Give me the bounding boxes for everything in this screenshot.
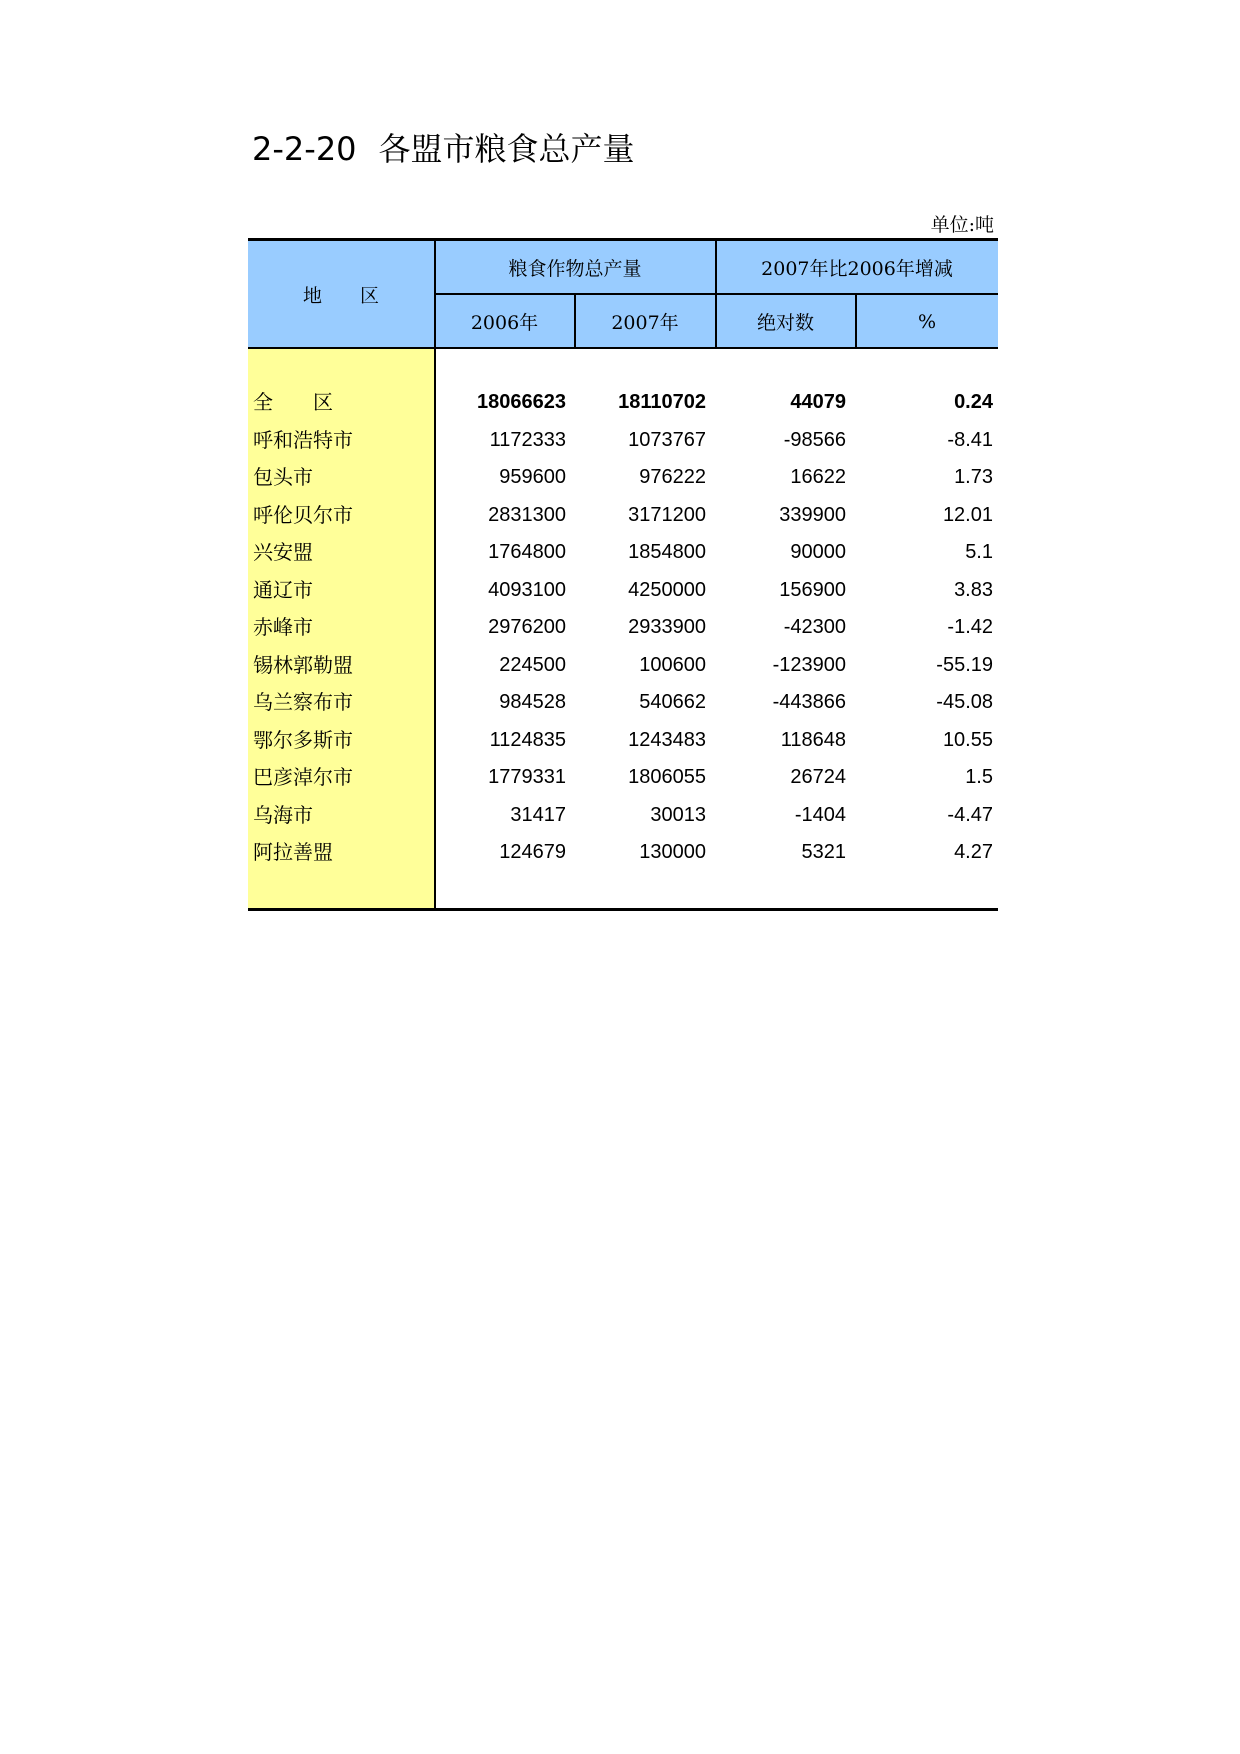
row-2006: 959600 [499,466,566,488]
table-row [248,797,998,834]
row-region: 兴安盟 [253,540,313,564]
row-region: 全 区 [253,390,333,414]
row-2007: 2933900 [628,616,706,638]
row-absolute: -98566 [783,428,846,451]
row-percent: -8.41 [947,428,993,451]
row-2007: 976222 [639,466,706,488]
header-absolute [716,295,855,348]
row-percent: -4.47 [947,803,993,826]
unit-label: 单位:吨 [930,214,994,236]
row-region: 呼伦贝尔市 [253,502,353,527]
row-absolute: 44079 [790,391,846,413]
row-absolute: 118648 [780,728,846,751]
row-percent: 12.01 [942,503,993,526]
row-2007: 1073767 [628,428,706,451]
header-group-change-label: 2007年比2006年增减 [761,258,953,280]
row-2007: 130000 [639,841,706,863]
row-percent: 3.83 [954,578,993,601]
row-absolute: 90000 [790,541,846,563]
row-2007: 100600 [639,653,706,676]
header-year-2007-label: 2007年 [611,312,679,334]
row-percent: 10.55 [942,728,993,751]
row-percent: -1.42 [947,616,993,638]
header-group-change [716,241,998,294]
row-region: 阿拉善盟 [253,840,333,864]
row-absolute: 339900 [779,503,846,526]
table-row [248,759,998,796]
row-percent: -55.19 [936,653,993,676]
row-2006: 4093100 [488,578,566,601]
row-2007: 1854800 [628,541,706,563]
row-absolute: -1404 [794,803,846,826]
row-region: 巴彦淖尔市 [253,765,353,789]
header-year-2007 [575,295,715,348]
row-2006: 2831300 [488,503,566,526]
row-2006: 1124835 [489,728,566,751]
header-year-2006 [435,295,574,348]
header-year-2006-label: 2006年 [470,312,539,334]
table-row [248,834,998,871]
table-row [248,722,998,759]
row-percent: 4.27 [954,841,993,863]
header-sub-divider-2 [855,294,857,348]
table-number: 2-2-20 [252,130,357,168]
row-2006: 124679 [499,841,566,863]
row-2007: 18110702 [618,391,706,413]
row-2006: 1172333 [489,428,566,451]
row-absolute: -123900 [772,653,846,676]
row-region: 乌海市 [253,802,313,827]
table-row [248,422,998,459]
header-mid-border [434,293,998,295]
row-region: 包头市 [253,465,313,489]
row-region: 赤峰市 [253,615,313,639]
row-2007: 3171200 [628,503,706,526]
row-absolute: -443866 [772,691,846,713]
row-2006: 2976200 [488,616,566,638]
row-absolute: 5321 [801,841,846,863]
header-group-total [435,241,715,294]
row-absolute: -42300 [783,616,846,638]
row-percent: 1.73 [954,466,993,488]
row-absolute: 156900 [779,578,846,601]
row-absolute: 26724 [790,766,846,788]
row-2006: 984528 [499,691,566,713]
header-group-total-label: 粮食作物总产量 [508,258,642,280]
table-row [248,647,998,684]
row-2006: 1764800 [488,541,566,563]
row-region: 乌兰察布市 [253,690,353,714]
table-row [248,497,998,534]
row-2006: 18066623 [477,391,566,413]
row-percent: 5.1 [965,541,993,563]
table-row [248,384,998,421]
data-table [248,238,998,912]
header-percent [856,295,998,348]
table-row [248,534,998,571]
row-percent: 0.24 [954,391,993,413]
row-2007: 30013 [650,803,706,826]
table-row [248,609,998,646]
header-absolute-label: 绝对数 [756,312,814,334]
header-group-divider [715,241,717,348]
row-percent: 1.5 [965,766,993,788]
table-bottom-border [248,908,998,911]
row-absolute: 16622 [790,466,846,488]
row-2006: 1779331 [488,766,566,788]
header-percent-label: % [917,310,937,333]
row-2007: 4250000 [628,578,706,601]
row-region: 呼和浩特市 [253,427,353,452]
header-sub-divider-1 [574,294,576,348]
row-2007: 1806055 [628,766,706,788]
table-title: 各盟市粮食总产量 [378,130,635,168]
row-2007: 540662 [639,691,706,713]
header-bottom-border [248,347,998,349]
table-row [248,459,998,496]
table-row [248,684,998,721]
row-2007: 1243483 [628,728,706,751]
row-region: 通辽市 [253,577,313,602]
row-2006: 224500 [499,653,566,676]
header-region [248,241,434,348]
row-2006: 31417 [510,803,566,826]
table-row [248,572,998,609]
row-region: 锡林郭勒盟 [253,652,353,677]
page-title [252,124,635,170]
row-percent: -45.08 [936,691,993,713]
header-region-label: 地 区 [302,285,379,307]
row-region: 鄂尔多斯市 [253,727,353,752]
